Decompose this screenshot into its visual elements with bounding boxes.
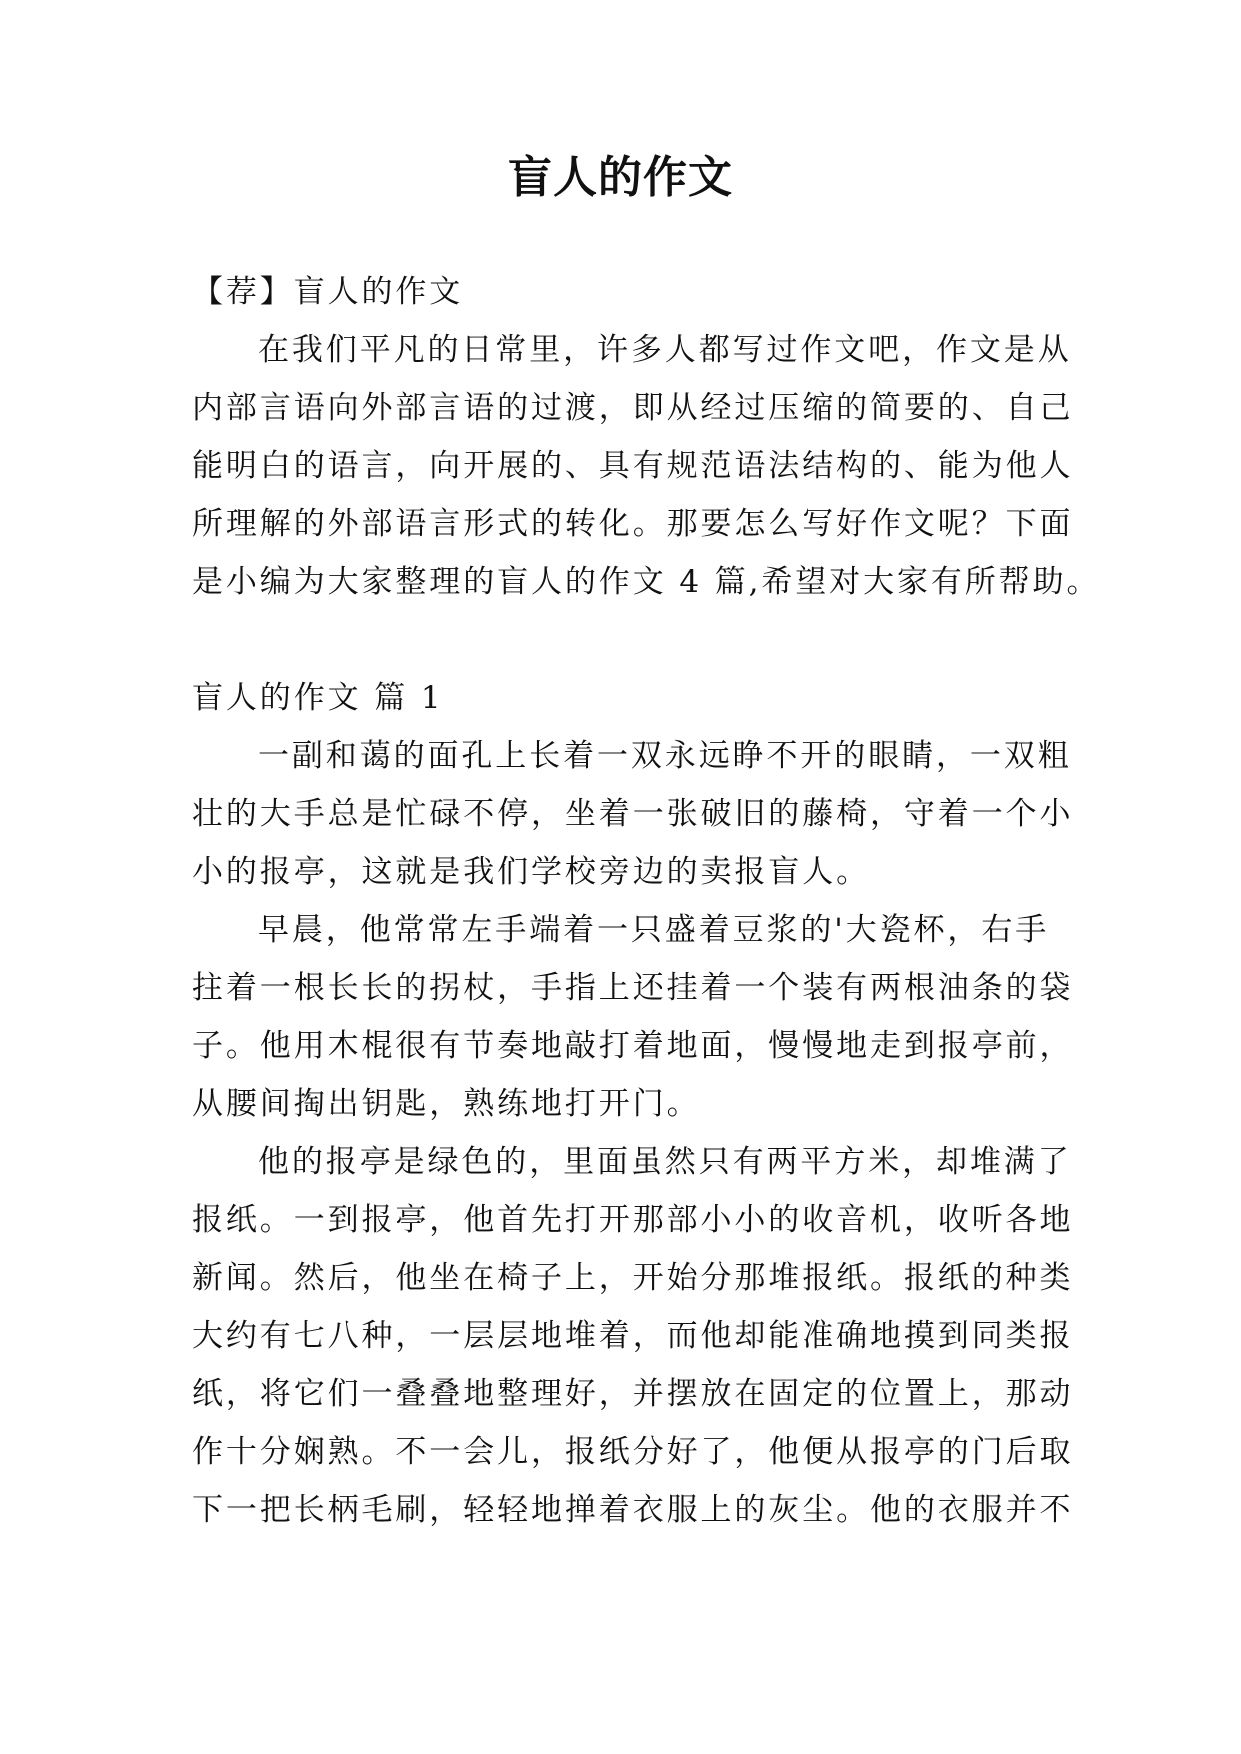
paragraph1-line: 壮的大手总是忙碌不停，坐着一张破旧的藤椅，守着一个小 <box>192 796 1074 832</box>
section-heading: 盲人的作文 篇 1 <box>192 680 444 716</box>
paragraph3-line: 下一把长柄毛刷，轻轻地掸着衣服上的灰尘。他的衣服并不 <box>192 1492 1074 1528</box>
paragraph3-line: 大约有七八种，一层层地堆着，而他却能准确地摸到同类报 <box>192 1318 1074 1354</box>
paragraph3-line: 他的报亭是绿色的，里面虽然只有两平方米，却堆满了 <box>258 1144 1072 1180</box>
paragraph2-line: 早晨，他常常左手端着一只盛着豆浆的'大瓷杯，右手 <box>258 912 1050 948</box>
paragraph3-line: 作十分娴熟。不一会儿，报纸分好了，他便从报亭的门后取 <box>192 1434 1074 1470</box>
section-gap <box>192 611 1062 669</box>
intro-line: 在我们平凡的日常里，许多人都写过作文吧，作文是从 <box>258 332 1072 368</box>
paragraph3-line: 新闻。然后，他坐在椅子上，开始分那堆报纸。报纸的种类 <box>192 1260 1074 1296</box>
paragraph2-line: 子。他用木棍很有节奏地敲打着地面，慢慢地走到报亭前， <box>192 1028 1074 1064</box>
intro-line: 能明白的语言，向开展的、具有规范语法结构的、能为他人 <box>192 448 1074 484</box>
intro-line: 所理解的外部语言形式的转化。那要怎么写好作文呢？下面 <box>192 506 1074 542</box>
paragraph2-line: 从腰间掏出钥匙，熟练地打开门。 <box>192 1086 701 1122</box>
paragraph3-line: 纸，将它们一叠叠地整理好，并摆放在固定的位置上，那动 <box>192 1376 1074 1412</box>
document-title: 盲人的作文 <box>508 152 733 203</box>
lead-line: 【荐】盲人的作文 <box>192 274 464 310</box>
intro-line: 内部言语向外部言语的过渡，即从经过压缩的简要的、自己 <box>192 390 1074 426</box>
document-body <box>192 263 1101 1539</box>
intro-line: 是小编为大家整理的盲人的作文 4 篇,希望对大家有所帮助。 <box>192 564 1101 600</box>
paragraph1-line: 一副和蔼的面孔上长着一双永远睁不开的眼睛，一双粗 <box>258 738 1072 774</box>
paragraph3-line: 报纸。一到报亭，他首先打开那部小小的收音机，收听各地 <box>192 1202 1074 1238</box>
paragraph1-line: 小的报亭，这就是我们学校旁边的卖报盲人。 <box>192 854 870 890</box>
paragraph2-line: 拄着一根长长的拐杖，手指上还挂着一个装有两根油条的袋 <box>192 970 1074 1006</box>
